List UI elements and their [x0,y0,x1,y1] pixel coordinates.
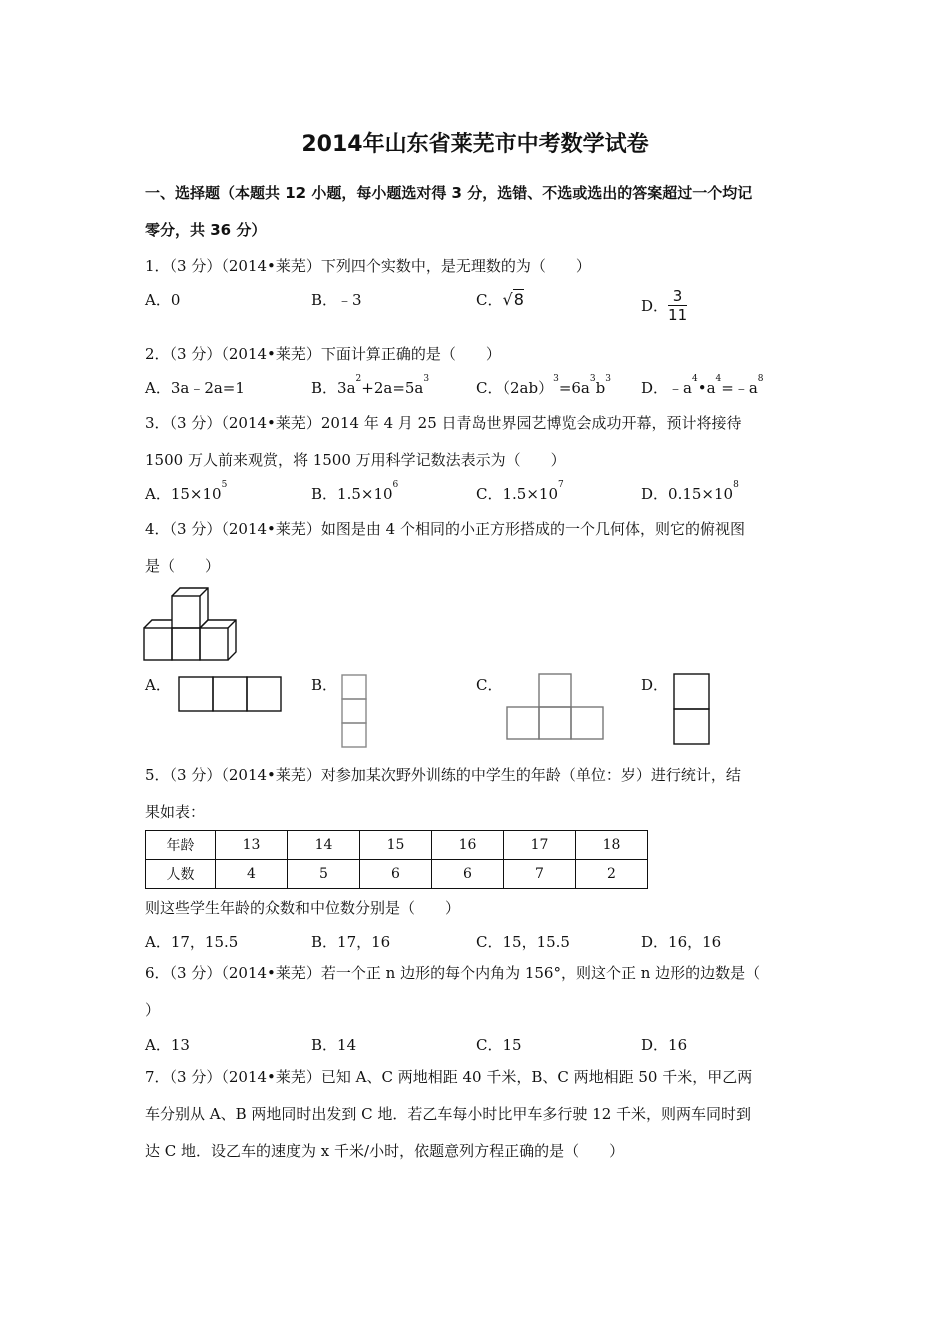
fraction-numerator: 3 [668,287,687,306]
q2-option-c: C．$(2ab)^3=6a^3b^3$ [476,374,611,397]
q3-stem-line1: 3．（3 分）（2014•莱芜）2014 年 4 月 25 日青岛世界园艺博览会成功开幕，预计将接待 [145,414,742,432]
table-cell: 7 [504,860,576,889]
q5-option-d: D．16，16 [641,933,722,951]
table-cell: 16 [432,831,504,860]
q3-option-c-label: C． [476,485,503,503]
table-cell: 17 [504,831,576,860]
q4-option-d-figure [673,673,711,747]
q5-stem-line2: 果如表： [145,803,206,821]
q7-stem-line3: 达 C 地．设乙车的速度为 x 千米/小时，依题意列方程正确的是（ ） [145,1142,625,1160]
q3-option-d: D．$0.15\times 10^8$ [641,480,739,503]
q5-option-c: C．15，15.5 [476,933,570,951]
q6-option-d: D．16 [641,1036,688,1054]
q3-option-a-label: A． [145,485,171,503]
q1-stem: 1．（3 分）（2014•莱芜）下列四个实数中，是无理数的为（ ） [145,257,591,275]
q4-option-c-label: C． [476,676,503,694]
q3-stem-line2: 1500 万人前来观赏，将 1500 万用科学记数法表示为（ ） [145,451,566,469]
bottom-cube-2 [172,628,200,660]
q5-stem-line1: 5．（3 分）（2014•莱芜）对参加某次野外训练的中学生的年龄（单位：岁）进行统计，结 [145,766,741,784]
q4-option-b-figure [341,674,369,750]
q1-option-c-label: C． [476,291,503,309]
q1-option-c-radicand: 8 [513,290,524,309]
section-heading-line2: 零分，共 36 分） [145,221,267,239]
table-row [146,831,648,860]
q6-option-c: C．15 [476,1036,522,1054]
bottom-cube-3 [200,628,228,660]
table-header-age: 年龄 [146,831,216,860]
fraction-denominator: 11 [668,306,688,324]
fraction [668,287,687,324]
q2-option-b: B．$3a^2+2a=5a^3$ [311,374,430,397]
q6-option-a: A．13 [145,1036,190,1054]
age-table [145,830,648,889]
q1-option-a: A．0 [145,291,181,309]
q7-stem-line1: 7．（3 分）（2014•莱芜）已知 A、C 两地相距 40 千米，B、C 两地相距 50 千米，甲乙两 [145,1068,753,1086]
table-cell: 6 [432,860,504,889]
sqrt-symbol: √8 [502,290,524,309]
q1-option-d-label: D． [641,297,669,315]
table-header-count: 人数 [146,860,216,889]
q4-option-b-label: B． [311,676,338,694]
q4-stem-line1: 4．（3 分）（2014•莱芜）如图是由 4 个相同的小正方形搭成的一个几何体，则它的俯视图 [145,520,745,538]
q2-option-a: A．3a﹣2a=1 [145,379,245,397]
table-cell: 14 [288,831,360,860]
q5-option-a: A．17，15.5 [145,933,239,951]
q5-question: 则这些学生年龄的众数和中位数分别是（ ） [145,899,461,917]
q2-stem: 2．（3 分）（2014•莱芜）下面计算正确的是（ ） [145,345,501,363]
q2-option-d: D．$﹣a^4•a^4=﹣a^8$ [641,374,764,397]
q6-stem-line2: ） [145,1001,161,1019]
table-cell: 5 [288,860,360,889]
table-cell: 15 [360,831,432,860]
table-cell: 4 [216,860,288,889]
table-cell: 6 [360,860,432,889]
q6-option-b: B．14 [311,1036,357,1054]
table-row [146,860,648,889]
bottom-cube-1 [144,628,172,660]
q1-option-b: B．﹣3 [311,291,362,309]
q2-option-c-label: C． [476,379,503,397]
q3-option-c: C．$1.5\times 10^7$ [476,480,564,503]
q2-option-d-label: D． [641,379,669,397]
q2-option-b-label: B． [311,379,338,397]
q3-option-d-label: D． [641,485,669,503]
q4-option-c-figure [506,673,606,741]
q3-option-b-label: B． [311,485,338,503]
section-heading-line1: 一、选择题（本题共 12 小题，每小题选对得 3 分，选错、不选或选出的答案超过一个均记 [145,184,753,202]
table-cell: 13 [216,831,288,860]
q4-option-a-label: A． [145,676,171,694]
page-title: 2014年山东省莱芜市中考数学试卷 [301,132,649,157]
table-cell: 18 [576,831,648,860]
q1-option-c [476,289,524,310]
q7-stem-line2: 车分别从 A、B 两地同时出发到 C 地．若乙车每小时比甲车多行驶 12 千米，则两车同时到 [145,1105,752,1123]
top-cube-front [172,596,200,628]
q5-option-b: B．17，16 [311,933,391,951]
table-cell: 2 [576,860,648,889]
q3-option-b: B．$1.5\times 10^6$ [311,480,399,503]
q3-option-a: A．$15\times 10^5$ [145,480,228,503]
q1-option-d [641,287,687,324]
q4-option-d-label: D． [641,676,669,694]
q4-stem-line2: 是（ ） [145,557,221,575]
q4-option-a-figure [178,676,284,712]
q6-stem-line1: 6．（3 分）（2014•莱芜）若一个正 n 边形的每个内角为 156°，则这个正 n 边形的边数是（ [145,964,761,982]
solid-figure [143,588,243,664]
